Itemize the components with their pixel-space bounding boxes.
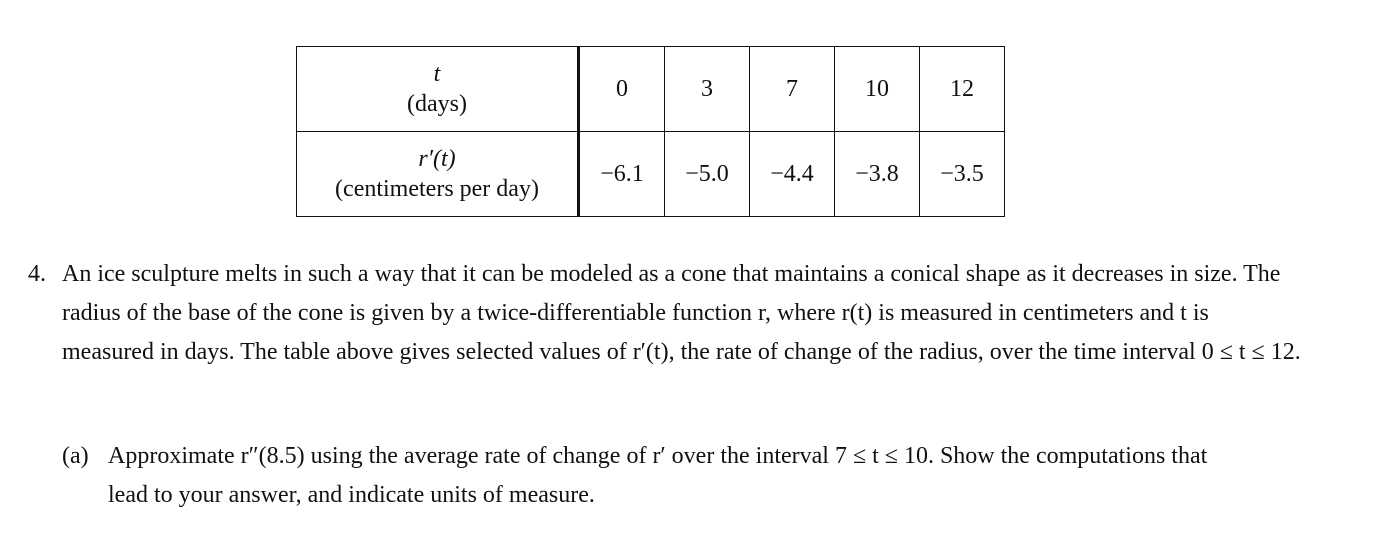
table-cell: 0: [579, 47, 665, 132]
part-a-text: Approximate r″(8.5) using the average rate of change of r′ over the interval 7 ≤ t ≤ 10. Show the computations that lead to your answer, and indicate units of measure.: [108, 443, 1208, 508]
table-row-r-prime: [297, 132, 1005, 217]
table-cell: 12: [920, 47, 1005, 132]
table-cell: −6.1: [579, 132, 665, 217]
part-a: [62, 437, 1362, 515]
problem-statement: An ice sculpture melts in such a way that it can be modeled as a cone that maintains a conical shape as it decreases in size. The radius of the base of the cone is given by a twice-differentiable function r, where r(t) is measured in centimeters and t is measured in days. The table above gives selected values of r′(t), the rate of change of the radius, over the time interval 0 ≤ t ≤ 12.: [62, 261, 1301, 365]
row-header-r-prime-variable: r′(t): [418, 146, 456, 172]
part-label: (a): [62, 443, 89, 469]
row-header-t: [297, 47, 579, 132]
table-cell: 3: [665, 47, 750, 132]
row-header-r-prime-unit: (centimeters per day): [335, 176, 539, 202]
table-cell: −4.4: [750, 132, 835, 217]
problem-number: 4.: [28, 261, 46, 287]
table-cell: 7: [750, 47, 835, 132]
problem-4: [28, 255, 1368, 372]
row-header-t-variable: t: [433, 61, 441, 87]
data-table: [296, 46, 1005, 217]
table-row-t: [297, 47, 1005, 132]
table-cell: −3.5: [920, 132, 1005, 217]
table-cell: 10: [835, 47, 920, 132]
table-cell: −3.8: [835, 132, 920, 217]
row-header-t-unit: (days): [407, 91, 467, 117]
table-cell: −5.0: [665, 132, 750, 217]
row-header-r-prime: [297, 132, 579, 217]
